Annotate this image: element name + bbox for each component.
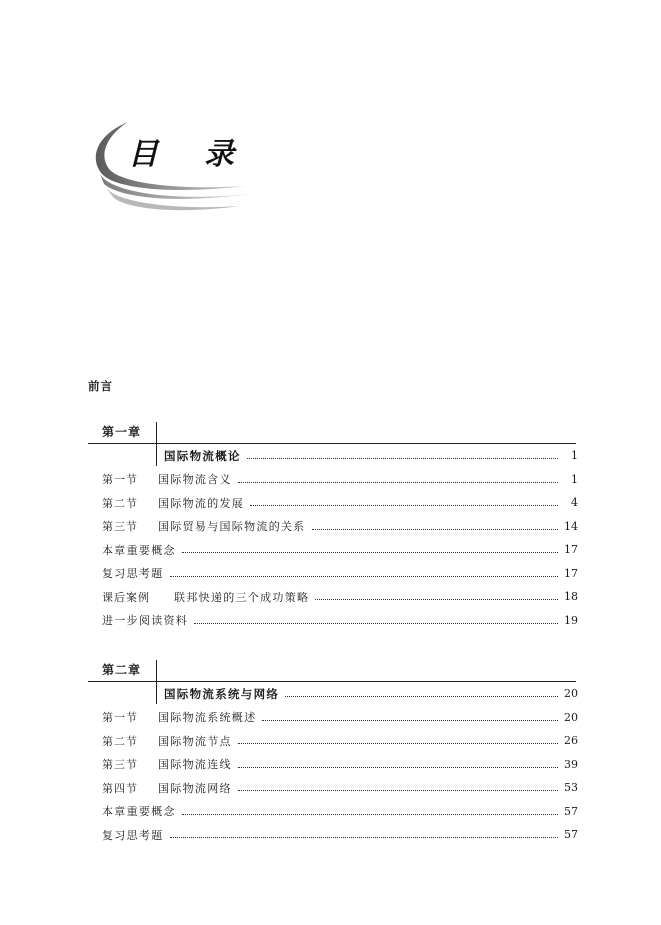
leader-dots: [238, 482, 558, 483]
leader-dots: [262, 720, 558, 721]
chapter-label: 第二章: [102, 663, 142, 677]
entry-title: 国际物流网络: [158, 781, 232, 795]
leader-dots: [238, 743, 558, 744]
toc-entry[interactable]: [88, 585, 578, 609]
entry-title: 国际物流连线: [158, 758, 232, 772]
toc-entry[interactable]: [88, 609, 578, 633]
page-number: 14: [564, 519, 578, 533]
chapter-header: [88, 660, 578, 682]
entry-title: 国际贸易与国际物流的关系: [158, 520, 306, 534]
page-number: 39: [564, 757, 578, 771]
leader-dots: [250, 505, 558, 506]
leader-dots: [194, 623, 558, 624]
title-char-2: 录: [204, 137, 234, 172]
page-number: 18: [564, 590, 578, 604]
entry-title: 进一步阅读资料: [102, 614, 189, 628]
page-number: 53: [564, 781, 578, 795]
entry-title: 国际物流含义: [158, 473, 232, 487]
page-number: 20: [564, 710, 578, 724]
toc-entry[interactable]: [88, 468, 578, 492]
toc-entry[interactable]: [88, 753, 578, 777]
section-label: 第三节: [102, 758, 138, 772]
entry-title: 复习思考题: [102, 828, 164, 842]
section-label: 第一节: [102, 473, 138, 487]
entry-title: 国际物流节点: [158, 734, 232, 748]
page-number: 1: [571, 449, 578, 463]
chapter-header: [88, 422, 578, 444]
toc-heading-logo: [80, 112, 260, 222]
chapter-label: 第一章: [102, 425, 142, 439]
section-label: 课后案例: [102, 590, 150, 604]
leader-dots: [170, 576, 559, 577]
chapter-title: 国际物流概论: [164, 448, 241, 463]
chapter-title-row[interactable]: [88, 444, 578, 468]
toc-entry[interactable]: [88, 776, 578, 800]
leader-dots: [312, 529, 558, 530]
toc-entry[interactable]: [88, 800, 578, 824]
page-number: 57: [564, 828, 578, 842]
toc-entry[interactable]: [88, 562, 578, 586]
leader-dots: [238, 790, 558, 791]
entry-title: 国际物流系统概述: [158, 711, 257, 725]
section-label: 第四节: [102, 781, 138, 795]
entry-title: 国际物流的发展: [158, 496, 245, 510]
leader-dots: [238, 767, 558, 768]
leader-dots: [182, 814, 558, 815]
leader-dots: [247, 458, 558, 459]
chapter-title-row[interactable]: [88, 682, 578, 706]
title-char-1: 目: [128, 137, 158, 172]
chapter-2: [88, 660, 578, 847]
chapter-1: [88, 422, 578, 632]
toc-entry[interactable]: [88, 538, 578, 562]
toc-entry[interactable]: [88, 823, 578, 847]
section-label: 第二节: [102, 734, 138, 748]
toc-entry[interactable]: [88, 729, 578, 753]
leader-dots: [170, 837, 559, 838]
page-number: 4: [571, 496, 578, 510]
page-number: 26: [564, 734, 578, 748]
leader-dots: [182, 552, 558, 553]
toc-entry[interactable]: [88, 491, 578, 515]
entry-title: 复习思考题: [102, 567, 164, 581]
page-number: 1: [571, 472, 578, 486]
entry-title: 本章重要概念: [102, 543, 176, 557]
entry-title: 本章重要概念: [102, 805, 176, 819]
section-label: 第三节: [102, 520, 138, 534]
leader-dots: [315, 599, 558, 600]
page-number: 17: [564, 543, 578, 557]
toc-entry[interactable]: [88, 515, 578, 539]
page-number: 19: [564, 613, 578, 627]
page-number: 17: [564, 566, 578, 580]
section-label: 第一节: [102, 711, 138, 725]
preface-entry[interactable]: 前言: [88, 379, 113, 393]
entry-title: 联邦快递的三个成功策略: [174, 590, 310, 604]
page-number: 57: [564, 804, 578, 818]
chapter-title: 国际物流系统与网络: [164, 686, 280, 701]
leader-dots: [285, 696, 558, 697]
page-number: 20: [564, 687, 578, 701]
toc-entry[interactable]: [88, 706, 578, 730]
section-label: 第二节: [102, 496, 138, 510]
